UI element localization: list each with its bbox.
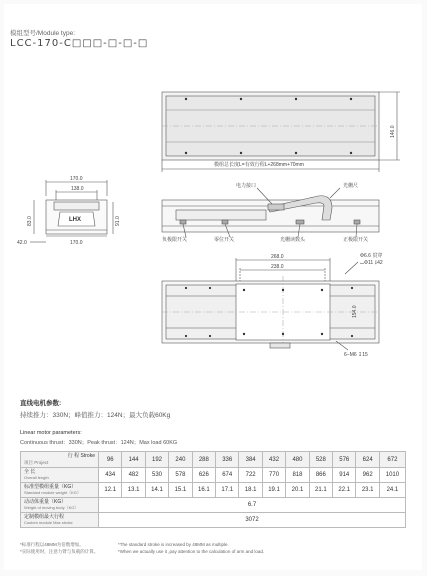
stroke-cell: 336	[216, 452, 239, 468]
params-title-en: Linear motor parameters:	[20, 430, 82, 436]
table-row-max-stroke	[21, 513, 406, 528]
plan-dim-154: 154.0	[352, 305, 358, 318]
row-label	[21, 468, 99, 483]
label-grating-scale: 光栅尺	[343, 183, 359, 189]
top-view-length-dim: 模组总长度L=有效行程L+268mm+70mm	[214, 162, 304, 168]
row-label	[21, 483, 99, 498]
table-cell: 22.1	[333, 483, 356, 498]
row-label-cn: 全 长	[24, 469, 36, 475]
params-text-cn: 持续推力：330N；峰值推力：124N；最大负载60Kg	[20, 412, 171, 419]
table-cell: 17.1	[216, 483, 239, 498]
table-cell: 1010	[379, 468, 405, 483]
note-cn-2: *实际使用时，注意力臂与负载的计算。	[20, 549, 99, 554]
module-type-label: 模组型号/Module type:	[10, 30, 76, 37]
table-cell: 14.1	[145, 483, 168, 498]
hole-callout: Φ6.6 贯穿	[360, 253, 383, 259]
stroke-cell: 288	[192, 452, 215, 468]
params-text-en: Continuous thrust：330N；Peak thrust：124N；Max load 60KG	[20, 440, 178, 446]
stroke-cell: 240	[169, 452, 192, 468]
note-en-1: *The standard stroke is increased by 48MM as multiple.	[118, 542, 229, 547]
top-view-height-dim: 146.0	[390, 125, 396, 138]
table-header-row	[21, 452, 406, 468]
row-label-en: Overall length	[24, 475, 49, 480]
table-cell: 482	[122, 468, 145, 483]
table-cell: 626	[192, 468, 215, 483]
table-cell: 24.1	[379, 483, 405, 498]
label-negative-limit: 负极限开关	[162, 237, 188, 243]
row-label	[21, 513, 99, 528]
table-cell: 18.1	[239, 483, 262, 498]
end-view-dim-right: 91.0	[115, 216, 121, 226]
plan-dim-268: 268.0	[271, 254, 284, 260]
table-cell: 578	[169, 468, 192, 483]
end-view-dim-top: 170.0	[70, 176, 83, 182]
lhx-logo: LHX	[69, 217, 81, 223]
table-cell: 914	[333, 468, 356, 483]
row-label-cn: 定制模组最大行程	[24, 514, 65, 520]
table-cell: 674	[216, 468, 239, 483]
notes-cn	[20, 541, 98, 555]
stroke-header: 行 程 Stroke	[67, 453, 95, 459]
row-label-cn: 标准型模组重量（KG）	[24, 484, 77, 490]
stroke-cell: 528	[309, 452, 332, 468]
stroke-cell: 384	[239, 452, 262, 468]
table-cell-merged: 3072	[99, 513, 406, 528]
table-cell: 962	[356, 468, 379, 483]
table-cell: 23.1	[356, 483, 379, 498]
label-grating-head: 光栅读数头	[280, 237, 306, 243]
table-cell: 13.1	[122, 483, 145, 498]
stroke-cell: 672	[379, 452, 405, 468]
table-row-overall-length	[21, 468, 406, 483]
project-header: 项目 Project	[24, 460, 49, 465]
notes-en	[118, 541, 264, 555]
table-cell: 818	[286, 468, 309, 483]
table-cell-merged: 6.7	[99, 498, 406, 513]
stroke-cell: 576	[333, 452, 356, 468]
row-label-en: Standard module weight（KG）	[24, 490, 81, 495]
label-positive-limit: 正极限开关	[343, 237, 369, 243]
spec-table	[20, 451, 406, 528]
stroke-cell: 624	[356, 452, 379, 468]
row-label-en: Weight of moving body（KG）	[24, 505, 79, 510]
table-cell: 866	[309, 468, 332, 483]
stroke-cell: 144	[122, 452, 145, 468]
table-cell: 20.1	[286, 483, 309, 498]
params-title-cn: 直线电机参数:	[20, 400, 62, 407]
table-cell: 434	[99, 468, 122, 483]
table-cell: 770	[262, 468, 285, 483]
label-power-port: 电力接口	[236, 183, 257, 189]
plan-view	[162, 258, 379, 350]
table-cell: 530	[145, 468, 168, 483]
table-corner-cell	[21, 452, 99, 468]
note-en-2: *When we actually use it ,pay attention to the calculation of arm and load.	[118, 549, 265, 554]
table-cell: 12.1	[99, 483, 122, 498]
module-type-code: LCC-170-C□□□-□-□-□	[10, 38, 149, 49]
thread-callout: 6−M6 ↧15	[344, 352, 368, 358]
stroke-cell: 192	[145, 452, 168, 468]
table-cell: 722	[239, 468, 262, 483]
label-zero-limit: 零位开关	[214, 237, 235, 243]
table-cell: 21.1	[309, 483, 332, 498]
counterbore-callout: ⌴Φ11 ↧42	[360, 260, 383, 266]
table-cell: 19.1	[262, 483, 285, 498]
end-view-dim-bottom: 170.0	[70, 240, 83, 246]
stroke-cell: 96	[99, 452, 122, 468]
end-view-dim-inner: 138.0	[71, 186, 84, 192]
row-label-cn: 动动体重量（KG）	[24, 499, 67, 505]
side-view	[162, 188, 379, 237]
table-row-module-weight	[21, 483, 406, 498]
table-row-moving-weight	[21, 498, 406, 513]
stroke-cell: 480	[286, 452, 309, 468]
row-label	[21, 498, 99, 513]
top-view	[162, 92, 400, 172]
end-view-dim-offset: 42.0	[17, 240, 27, 246]
row-label-en: Custom module Max stroke	[24, 520, 73, 525]
end-view-dim-left: 83.0	[27, 216, 33, 226]
motor-parameters	[20, 398, 400, 446]
note-cn-1: *标准行程以48MM为倍数增加。	[20, 542, 84, 547]
table-cell: 15.1	[169, 483, 192, 498]
table-cell: 16.1	[192, 483, 215, 498]
plan-dim-238: 238.0	[271, 264, 284, 270]
stroke-cell: 432	[262, 452, 285, 468]
